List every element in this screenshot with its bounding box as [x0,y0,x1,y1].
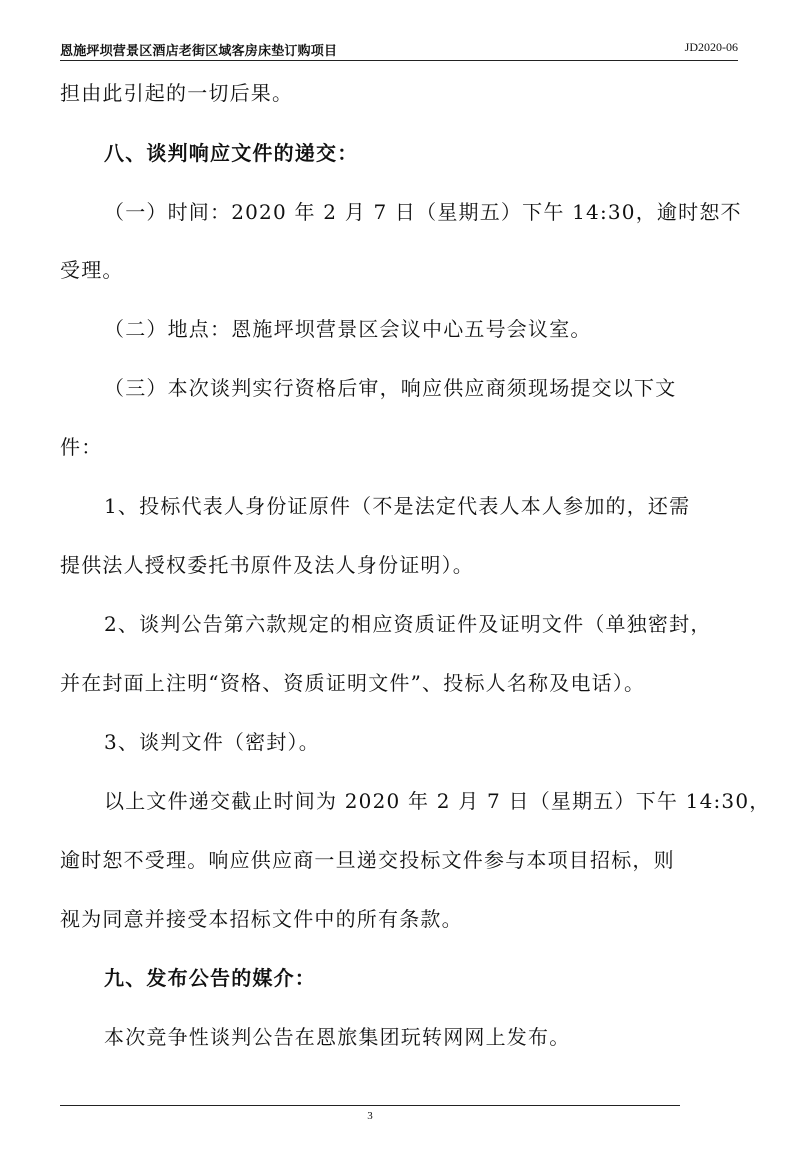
body-line-6: （三）本次谈判实行资格后审，响应供应商须现场提交以下文 [104,376,677,400]
body-line-17: 本次竞争性谈判公告在恩旅集团玩转网网上发布。 [104,1025,571,1049]
header-title: 恩施坪坝营景区酒店老街区域客房床垫订购项目 [60,44,338,59]
body-line-15: 视为同意并接受本招标文件中的所有条款。 [60,907,463,931]
body-line-9: 提供法人授权委托书原件及法人身份证明）。 [60,553,474,577]
body-line-12: 3、谈判文件（密封）。 [104,730,320,754]
body-line-7: 件： [60,435,103,459]
page-number: 3 [367,1110,373,1122]
body-line-14: 逾时恕不受理。响应供应商一旦递交投标文件参与本项目招标，则 [60,848,675,872]
body-line-1: 担由此引起的一切后果。 [60,81,294,105]
footer-divider [60,1105,680,1106]
section-heading-9: 九、发布公告的媒介： [104,966,316,990]
body-line-8: 1、投标代表人身份证原件（不是法定代表人本人参加的，还需 [104,494,691,518]
body-line-10: 2、谈判公告第六款规定的相应资质证件及证明文件（单独密封， [104,612,712,636]
section-heading-8: 八、谈判响应文件的递交： [104,141,359,165]
body-line-11: 并在封面上注明“资格、资质证明文件”、投标人名称及电话）。 [60,671,646,695]
page-header [60,34,738,61]
body-line-13: 以上文件递交截止时间为 2020 年 2 月 7 日（星期五）下午 14:30， [104,789,771,813]
body-line-4: 受理。 [60,258,124,282]
body-line-3: （一）时间：2020 年 2 月 7 日（星期五）下午 14:30，逾时恕不 [104,200,742,224]
body-line-5: （二）地点：恩施坪坝营景区会议中心五号会议室。 [104,317,592,341]
header-doc-code: JD2020-06 [684,40,738,54]
